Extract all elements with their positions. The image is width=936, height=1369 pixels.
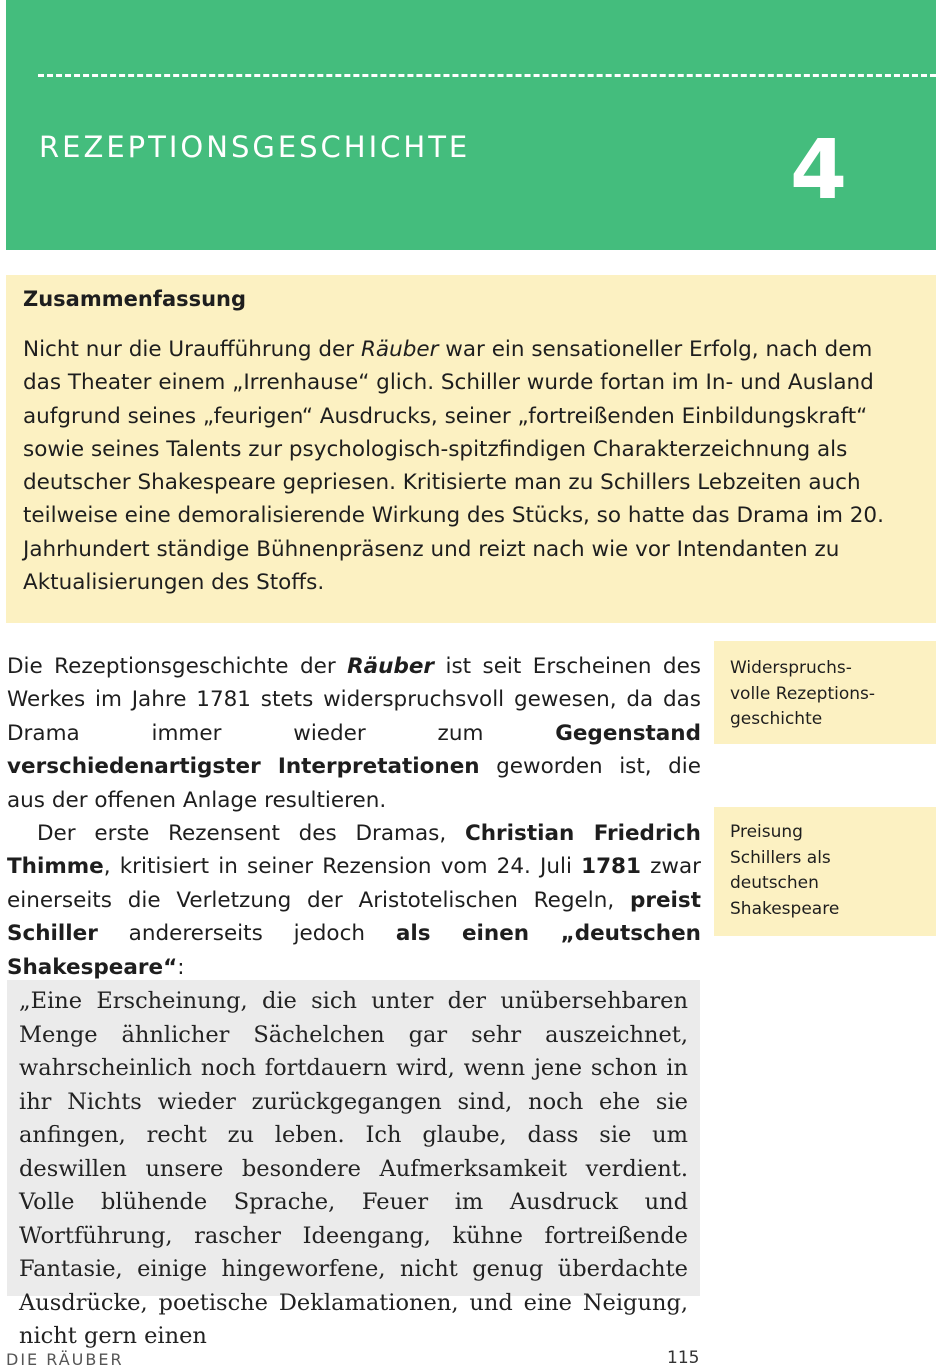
chapter-number: 4	[790, 123, 848, 218]
quotation-block	[7, 980, 700, 1349]
summary-line: Nicht nur die Uraufführung der Räuber war ein sensationeller Erfolg, nach dem	[23, 337, 873, 362]
text-run: andererseits jedoch	[97, 921, 396, 947]
page-number: 115	[667, 1348, 700, 1368]
margin-note-line: deutschen	[730, 873, 819, 893]
margin-note-line: Widerspruchs-	[730, 658, 852, 678]
margin-note-line: Shakespeare	[730, 898, 840, 919]
text-run: Der erste Rezensent des Dramas,	[37, 821, 465, 847]
summary-heading: Zusammenfassung	[23, 287, 247, 311]
text-run: zwar einerseits die Verletzung der Aristotelischen Regeln,	[7, 854, 702, 913]
emphasis: Gegenstand verschiedenartigster Interpretationen	[7, 720, 701, 780]
summary-box	[6, 275, 936, 623]
margin-note-line: volle Rezeptions-	[730, 683, 876, 704]
summary-line: Jahrhundert ständige Bühnenpräsenz und reizt nach wie vor Intendanten zu	[23, 536, 840, 562]
summary-line: deutscher Shakespeare gepriesen. Kritisierte man zu Schillers Lebzeiten auch	[23, 470, 861, 496]
chapter-header	[6, 0, 936, 250]
running-footer-title: DIE RÄUBER	[6, 1350, 124, 1369]
work-title: Räuber	[347, 654, 435, 679]
emphasis: 1781	[581, 854, 641, 880]
summary-line: teilweise eine demoralisierende Wirkung des Stücks, so hatte das Drama im 20.	[23, 503, 884, 529]
emphasis: Christian Friedrich Thimme	[7, 821, 701, 880]
chapter-title: REZEPTIONSGESCHICHTE	[39, 130, 471, 164]
summary-text	[23, 333, 903, 599]
summary-line: das Theater einem „Irrenhause“ glich. Schiller wurde fortan im In- und Ausland	[23, 370, 874, 396]
margin-note-line: geschichte	[730, 709, 823, 729]
header-dashed-rule	[38, 74, 936, 77]
margin-note	[714, 641, 936, 744]
quotation-text: „Eine Erscheinung, die sich unter der unübersehbaren Menge ähnlicher Sächelchen gar sehr auszeichnet, wahrscheinlich noch fortdauern wird, wenn jene schon in ihr Nichts wieder zurückgegangen sind, noch ehe sie anfingen, recht zu leben. Ich glaube, dass sie um deswillen unsere besondere Aufmerksamkeit verdient. Volle blühende Sprache, Feuer im Ausdruck und Wortführung, rascher Ideengang, kühne fortreißende Fantasie, einige hingeworfene, nicht genug überdachte Ausdrücke, poetische Deklamationen, und eine Neigung, nicht gern einen	[19, 988, 688, 1349]
text-run: Die Rezeptionsgeschichte der	[7, 654, 348, 679]
summary-line: Aktualisierungen des Stoffs.	[23, 570, 325, 596]
text-run: geworden ist, die aus der offenen Anlage resultieren.	[7, 754, 701, 813]
summary-line: aufgrund seines „feurigen“ Ausdrucks, seiner „fortreißenden Einbildungskraft“	[23, 403, 868, 429]
text-run: :	[177, 954, 185, 980]
margin-note-line: Preisung	[730, 822, 803, 842]
body-text	[7, 650, 701, 984]
body-paragraph	[7, 650, 701, 817]
margin-note	[714, 807, 936, 936]
body-paragraph	[7, 817, 701, 984]
margin-note-line: Schillers als	[730, 847, 831, 868]
emphasis: preist Schiller	[7, 887, 701, 947]
text-run: , kritisiert in seiner Rezension vom 24. Juli	[103, 854, 582, 880]
text-run: ist seit Erscheinen des Werkes im Jahre 1781 stets widerspruchsvoll gewesen, da das Drama immer wieder zum	[7, 654, 701, 746]
summary-line: sowie seines Talents zur psychologisch-spitzfindigen Charakterzeichnung als	[23, 436, 848, 462]
work-title: Räuber	[360, 337, 439, 362]
emphasis: als einen „deutschen Shakespeare“	[7, 921, 701, 980]
